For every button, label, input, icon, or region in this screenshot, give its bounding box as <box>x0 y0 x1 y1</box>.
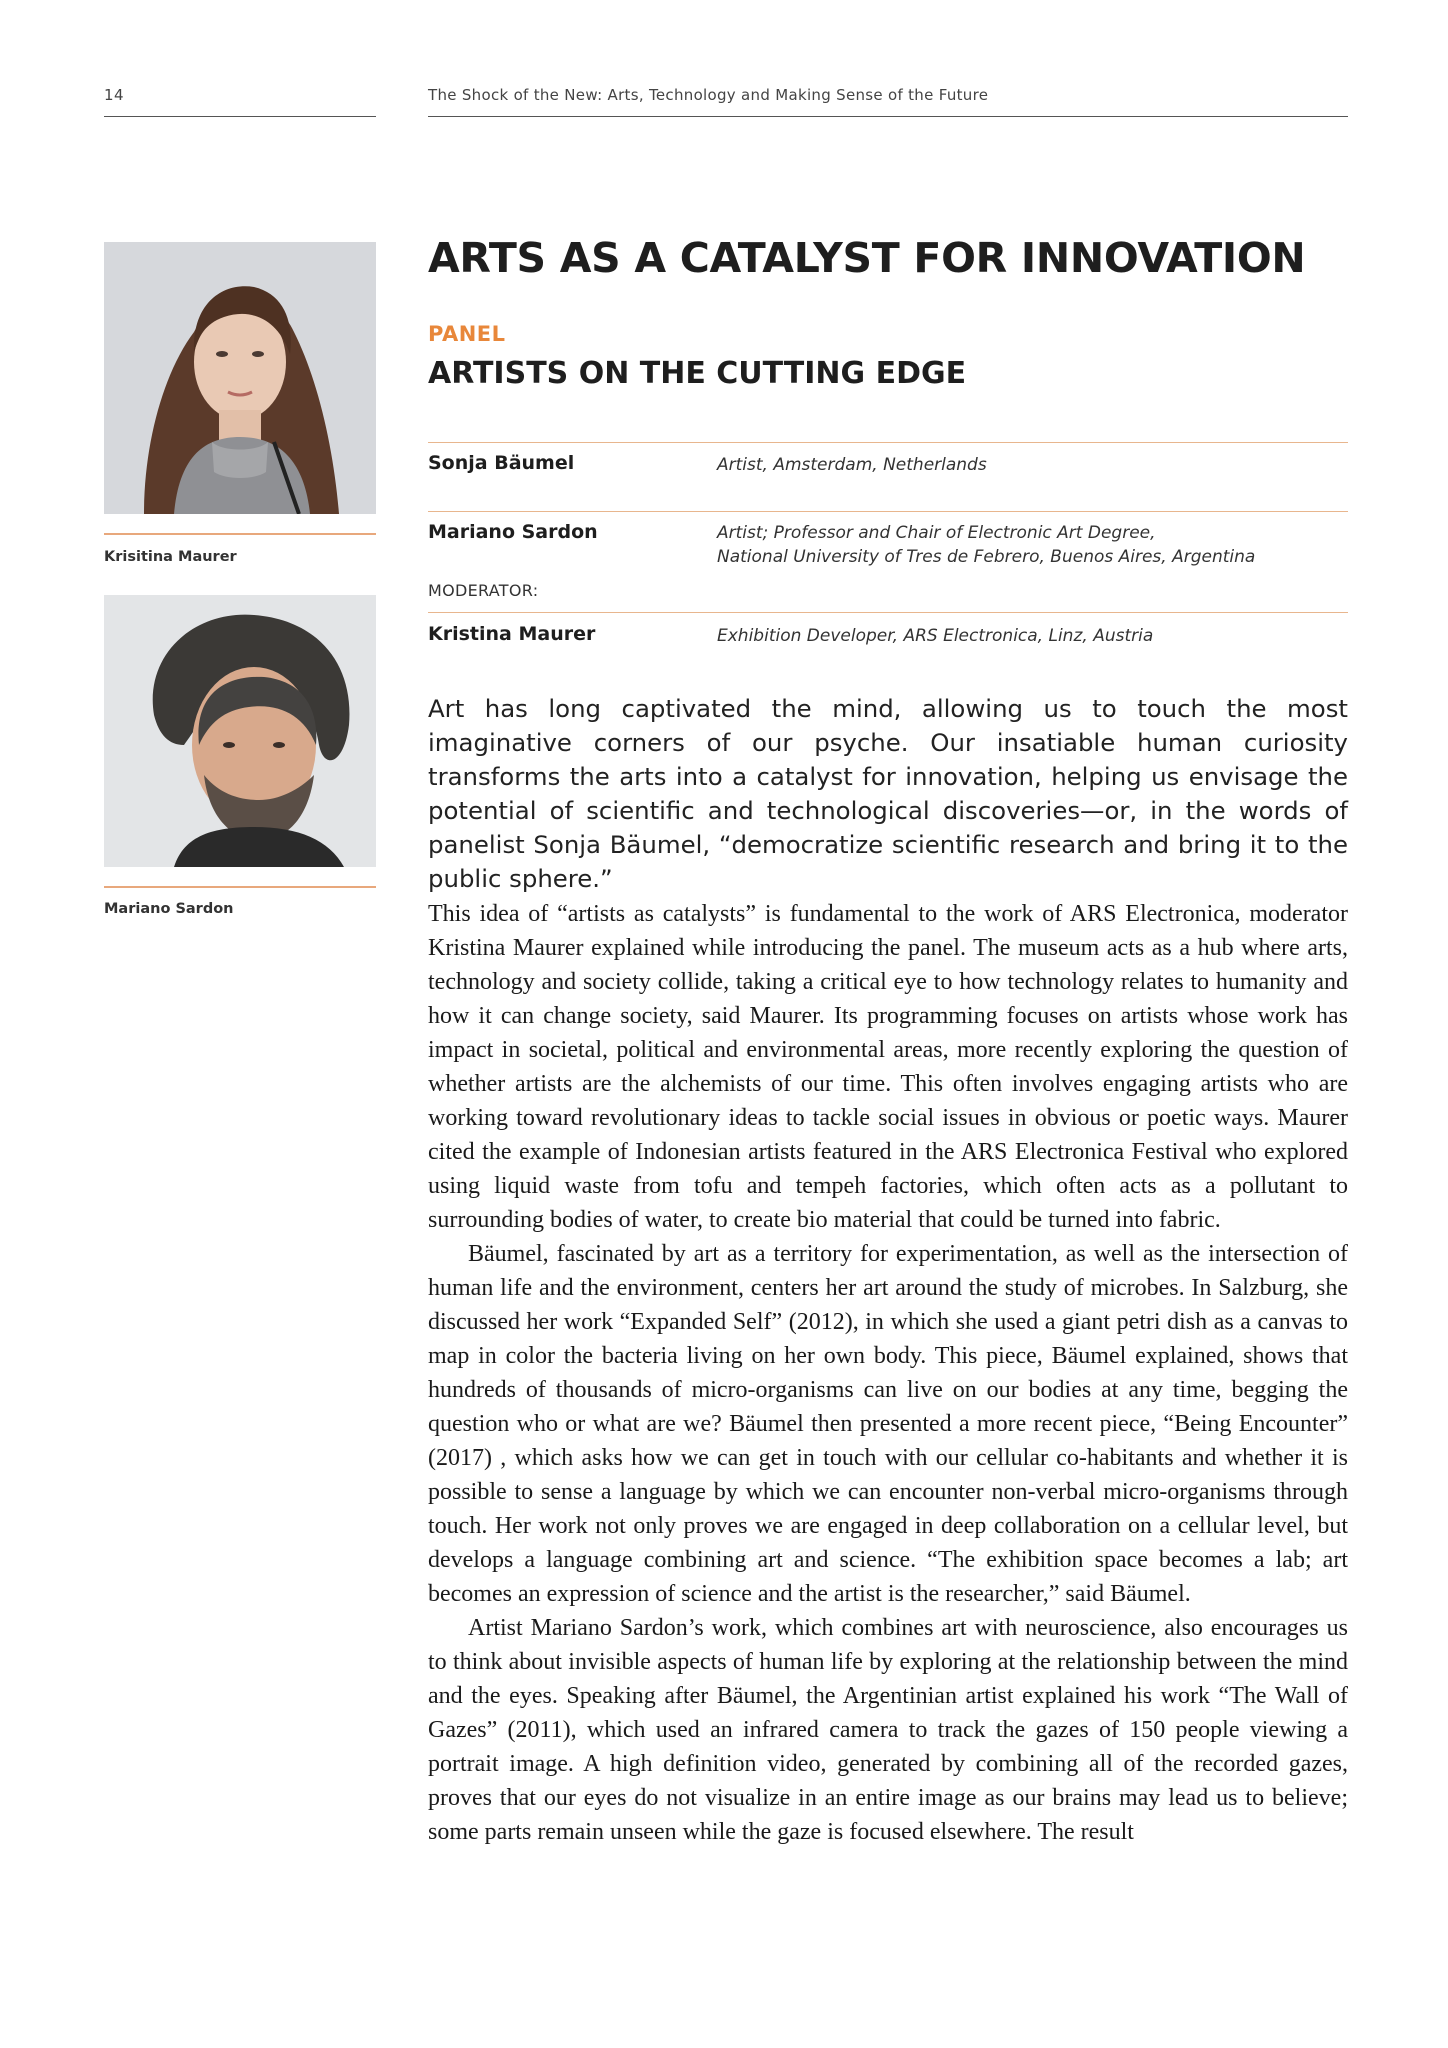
panelist-rule <box>428 511 1348 512</box>
panel-title: ARTISTS ON THE CUTTING EDGE <box>428 356 967 391</box>
portrait-photo-mariano-sardon <box>104 595 376 867</box>
panelist-role-line: Artist, Amsterdam, Netherlands <box>717 455 987 475</box>
photo-caption: Mariano Sardon <box>104 901 234 917</box>
panelist-role <box>717 521 1347 569</box>
moderator-label: MODERATOR: <box>428 581 539 600</box>
panelist-role-line: National University of Tres de Febrero, Buenos Aires, Argentina <box>717 547 1256 567</box>
panelist-role <box>717 453 1347 477</box>
body-paragraph: This idea of “artists as catalysts” is fundamental to the work of ARS Electronica, moderator Kristina Maurer explained while introducing the panel. The museum acts as a hub where arts, technology and society collide, taking a critical eye to how technology relates to humanity and how it can change society, said Maurer. Its programming focuses on artists whose work has impact in societal, political and environmental areas, more recently exploring the question of whether artists are the alchemists of our time. This often involves engaging artists who are working toward revolutionary ideas to tackle social issues in obvious or poetic ways. Maurer cited the example of Indonesian artists featured in the ARS Electronica Festival who explored using liquid waste from tofu and tempeh factories, which often acts as a pollutant to surrounding bodies of water, to create bio material that could be turned into fabric. <box>428 901 1348 1233</box>
article-body <box>428 897 1348 1849</box>
panelist-name: Mariano Sardon <box>428 521 598 543</box>
body-paragraph: Bäumel, fascinated by art as a territory for experimentation, as well as the intersection of human life and the environment, centers her art around the study of microbes. In Salzburg, she discussed her work “Expanded Self” (2012), in which she used a giant petri dish as a canvas to map in color the bacteria living on her own body. This piece, Bäumel explained, shows that hundreds of thousands of micro-organisms can live on our bodies at any time, begging the question who or what are we? Bäumel then presented a more recent piece, “Being Encounter” (2017) , which asks how we can get in touch with our cellular co-habitants and whether it is possible to sense a language by which we can encounter non-verbal micro-organisms through touch. Her work not only proves we are engaged in deep collaboration on a cellular level, but develops a language combining art and science. “The exhibition space becomes a lab; art becomes an expression of science and the artist is the researcher,” said Bäumel. <box>428 1241 1348 1607</box>
panel-label: PANEL <box>428 322 506 346</box>
caption-rule <box>104 886 376 888</box>
panelist-name: Sonja Bäumel <box>428 452 575 474</box>
body-paragraph: Artist Mariano Sardon’s work, which combines art with neuroscience, also encourages us to think about invisible aspects of human life by exploring at the relationship between the mind and the eyes. Speaking after Bäumel, the Argentinian artist explained his work “The Wall of Gazes” (2011), which used an infrared camera to track the gazes of 150 people viewing a portrait image. A high definition video, generated by combining all of the recorded gazes, proves that our eyes do not visualize in an entire image as our brains may lead us to believe; some parts remain unseen while the gaze is focused elsewhere. The result <box>428 1615 1348 1845</box>
portrait-photo-kristina-maurer <box>104 242 376 514</box>
running-title: The Shock of the New: Arts, Technology and Making Sense of the Future <box>428 86 989 104</box>
caption-rule <box>104 533 376 535</box>
panelist-role-line: Exhibition Developer, ARS Electronica, Linz, Austria <box>717 626 1154 646</box>
article-title: ARTS AS A CATALYST FOR INNOVATION <box>428 234 1306 282</box>
panelist-role <box>717 624 1347 648</box>
header-rule-left <box>104 116 376 117</box>
lead-paragraph: Art has long captivated the mind, allowing us to touch the most imaginative corners of our psyche. Our insatiable human curiosity transforms the arts into a catalyst for innovation, helping us envisage the potential of scientific and technological discoveries—or, in the words of panelist Sonja Bäumel, “democratize scientific research and bring it to the public sphere.” <box>428 694 1348 893</box>
panelist-rule <box>428 442 1348 443</box>
panelist-rule <box>428 612 1348 613</box>
photo-caption: Krisitina Maurer <box>104 549 237 565</box>
panelist-name: Kristina Maurer <box>428 623 596 645</box>
page-number: 14 <box>104 86 125 104</box>
panelist-role-line: Artist; Professor and Chair of Electronic Art Degree, <box>717 523 1156 543</box>
header-rule-right <box>428 116 1348 117</box>
